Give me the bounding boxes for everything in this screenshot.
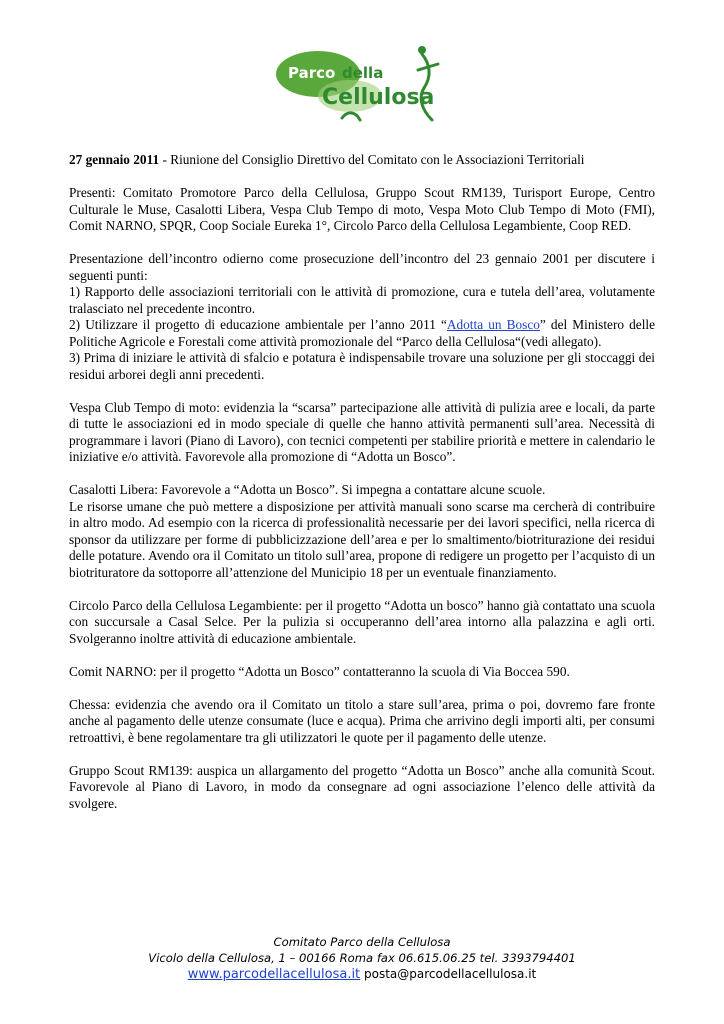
logo-word-cellulosa: Cellulosa — [322, 85, 435, 110]
casalotti-first-line: Casalotti Libera: Favorevole a “Adotta un Bosco”. Si impegna a contattare alcune scuole. — [69, 482, 546, 497]
chessa-paragraph: Chessa: evidenzia che avendo ora il Comitato un titolo a stare sull’area, prima o poi, dovremo fare fronte anche al pagamento delle utenze consumate (luce e acqua). Prima che arrivino degli importi alti, per consumi retroattivi, è bene regolamentare tra gli utilizzatori le quote per il pagamento delle utenze. — [69, 696, 655, 745]
footer-address: Vicolo della Cellulosa, 1 – 00166 Roma fax 06.615.06.25 tel. 3393794401 — [148, 951, 576, 965]
scout-paragraph: Gruppo Scout RM139: auspica un allargamento del progetto “Adotta un Bosco” anche alla comunità Scout. Favorevole al Piano di Lavoro, in modo da consegnare ad ogni associazione l’elenco delle attività da svolgere. — [69, 762, 655, 811]
intro-point-1: 1) Rapporto delle associazioni territoriali con le attività di promozione, cura e tutela dell’area, volutamente tralasciato nel precedente incontro. — [69, 284, 655, 316]
comit-paragraph: Comit NARNO: per il progetto “Adotta un Bosco” contatteranno la scuola di Via Boccea 590. — [69, 663, 570, 679]
footer-contacts — [0, 966, 724, 983]
meeting-title: - Riunione del Consiglio Direttivo del Comitato con le Associazioni Territoriali — [159, 152, 585, 167]
meeting-date: 27 gennaio 2011 — [69, 152, 160, 167]
page-footer — [0, 934, 724, 983]
intro-point-2-after: ” del Ministero delle Politiche Agricole e Forestali come attività promozionale del “Parco della Cellulosa“(vedi allegato). — [69, 317, 655, 349]
website-link[interactable]: www.parcodellacellulosa.it — [187, 967, 361, 982]
logo-word-parco: Parco — [288, 64, 336, 82]
presenti-paragraph: Presenti: Comitato Promotore Parco della Cellulosa, Gruppo Scout RM139, Turisport Europe, Centro Culturale le Muse, Casalotti Libera, Vespa Club Tempo di moto, Vespa Moto Club Tempo di Moto (FMI), Comit NARNO, SPQR, Coop Sociale Eureka 1°, Circolo Parco della Cellulosa Legambiente, Coop RED. — [69, 185, 655, 233]
intro-point-2 — [69, 317, 655, 350]
logo-word-della: della — [342, 64, 384, 82]
intro-lead: Presentazione dell’incontro odierno come prosecuzione dell’incontro del 23 gennaio 2001 per discutere i seguenti punti: — [69, 251, 655, 283]
meeting-heading — [69, 152, 655, 169]
footer-organization: Comitato Parco della Cellulosa — [273, 935, 451, 949]
adotta-un-bosco-link[interactable]: Adotta un Bosco — [446, 317, 540, 332]
circolo-paragraph: Circolo Parco della Cellulosa Legambiente: per il progetto “Adotta un bosco” hanno già contattato una scuola con succursale a Casal Selce. Per la pulizia si occuperanno dell’area intorno alla palazzina e agli orti. Svolgeranno inoltre attività di educazione ambientale. — [69, 597, 655, 646]
parco-della-cellulosa-logo — [272, 40, 452, 130]
intro-point-2-before: 2) Utilizzare il progetto di educazione ambientale per l’anno 2011 “ — [69, 317, 447, 332]
casalotti-paragraph: Le risorse umane che può mettere a disposizione per attività manuali sono scarse ma cercherà di contribuire in altro modo. Ad esempio con la ricerca di professionalità necessarie per dei lavori specifici, nella ricerca di sponsor da utilizzare per forme di pubblicizzazione dell’area e per lo smaltimento/biotriturazione dei residui delle potature. Avendo ora il Comitato un titolo sull’area, propone di redigere un progetto per l’acquisto di un biotrituratore da sottoporre all’attenzione del Municipio 18 per un eventuale finanziamento. — [69, 498, 655, 580]
footer-email: posta@parcodellacellulosa.it — [360, 967, 537, 981]
vespa-paragraph: Vespa Club Tempo di moto: evidenzia la “scarsa” partecipazione alle attività di pulizia aree e locali, da parte di tutte le associazioni ed in modo speciale di quelle che hanno attività permanenti sull’area. Necessità di programmare i lavori (Piano di Lavoro), con tecnici competenti per stabilire priorità e mettere in calendario le iniziative e/o attività. Favorevole alla promozione di “Adotta un Bosco”. — [69, 399, 655, 464]
intro-point-3: 3) Prima di iniziare le attività di sfalcio e potatura è indispensabile trovare una soluzione per gli stoccaggi dei residui arborei degli anni precedenti. — [69, 350, 655, 382]
document-body — [69, 152, 655, 829]
